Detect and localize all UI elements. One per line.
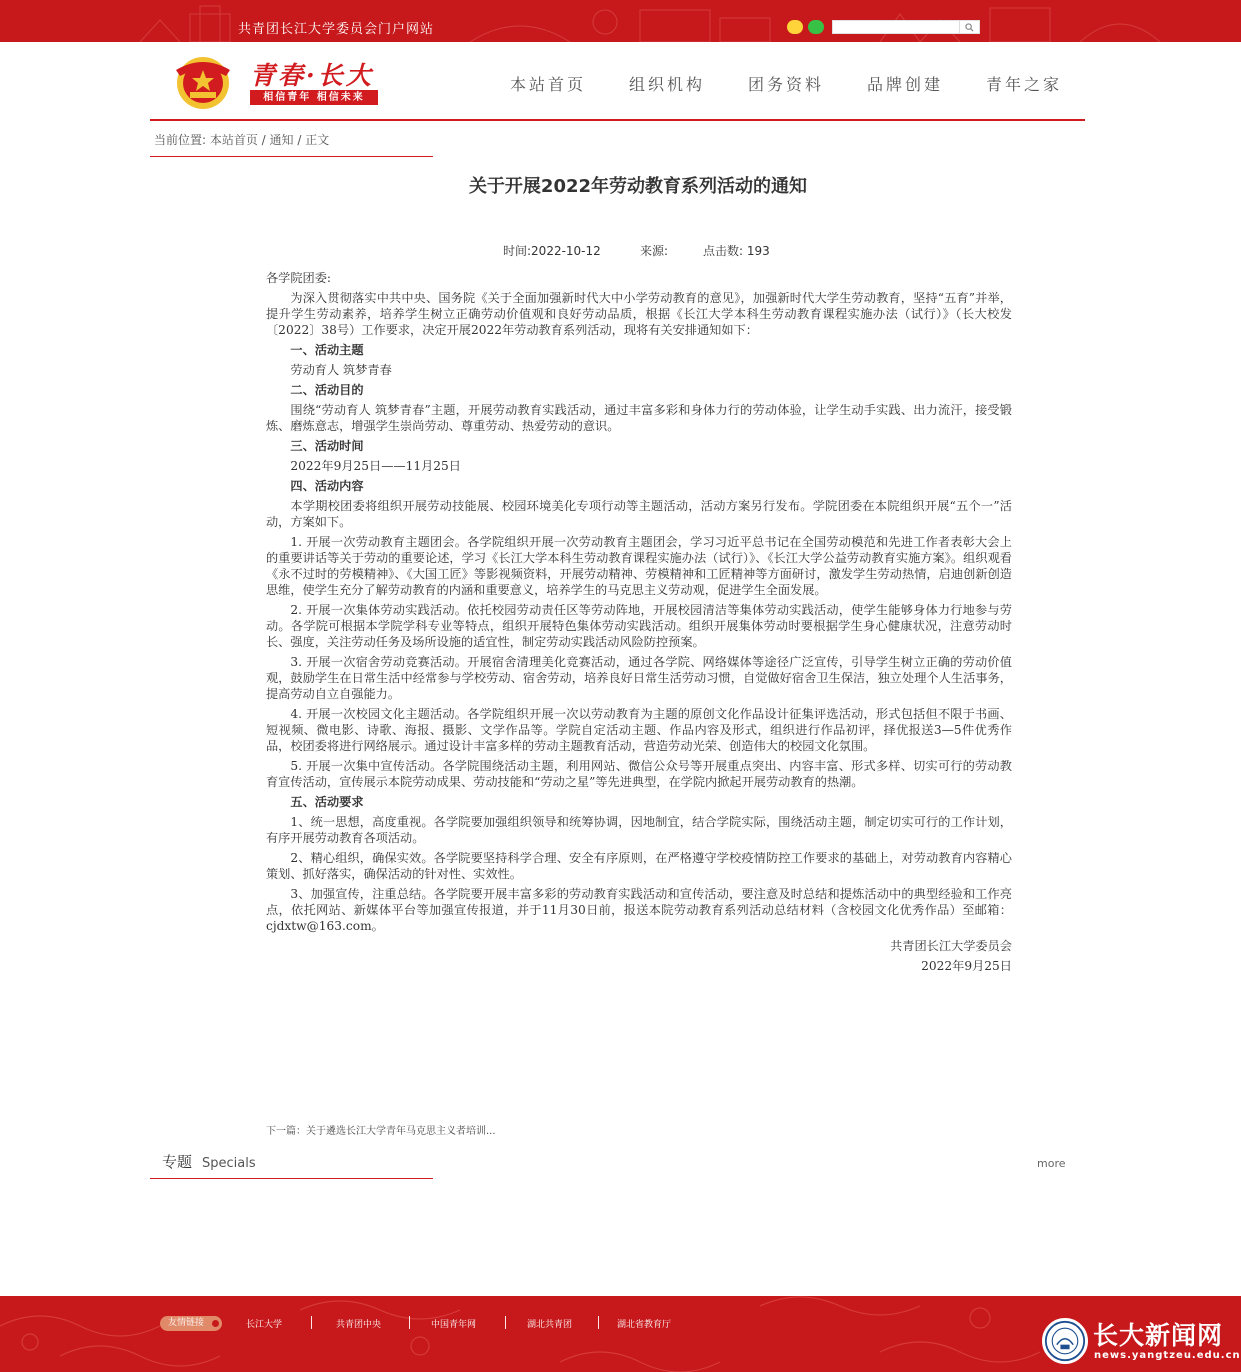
- next-article-link[interactable]: 下一篇：关于遴选长江大学青年马克思主义者培训...: [266, 1126, 496, 1137]
- footer-link-hubei-cyl[interactable]: 湖北共青团: [527, 1320, 573, 1330]
- content-item: 3. 开展一次宿舍劳动竞赛活动。开展宿舍清理美化竞赛活动，通过各学院、网络媒体等途径广泛宣传，引导学生树立正确的劳动价值观，鼓励学生在日常生活中经常参与学校劳动、宿舍劳动，培养良好日常生活劳动习惯，自觉做好宿舍卫生保洁，独立处理个人生活事务，提高劳动自立自强能力。: [266, 655, 1012, 701]
- section-heading: 五、活动要求: [290, 795, 364, 809]
- footer-link-yangtzeu[interactable]: 长江大学: [246, 1320, 283, 1330]
- content-item: 2. 开展一次集体劳动实践活动。依托校园劳动责任区等劳动阵地，开展校园清洁等集体劳动实践活动，使学生能够身体力行地参与劳动。各学院可根据本学院学科专业等特点，组织开展特色集体劳动实践活动。组织开展集体劳动时要根据学生身心健康状况，注意劳动时长、强度，关注劳动任务及场所设施的适宜性，制定劳动实践活动风险防控预案。: [266, 603, 1012, 649]
- logo-slogan: 相信青年 相信未来: [250, 90, 378, 105]
- specials-more-link[interactable]: more: [1037, 1157, 1066, 1170]
- specials-subtitle: Specials: [202, 1156, 256, 1171]
- period-text: 2022年9月25日——11月25日: [290, 459, 461, 473]
- intro-paragraph: 为深入贯彻落实中共中央、国务院《关于全面加强新时代大中小学劳动教育的意见》，加强新时代大学生劳动教育，坚持“五育”并举，提升学生劳动素养，培养学生树立正确劳动价值观和良好劳动品质，根据《长江大学本科生劳动教育课程实施办法（试行）》（长大校发〔2022〕38号）工作要求，决定开展2022年劳动教育系列活动，现将有关安排通知如下：: [266, 291, 1012, 337]
- search-input[interactable]: [835, 21, 959, 33]
- content-item: 5. 开展一次集中宣传活动。各学院围绕活动主题，利用网站、微信公众号等开展重点突出、内容丰富、形式多样、切实可行的劳动教育宣传活动，宣传展示本院劳动成果、劳动技能和“劳动之星”等先进典型，在学院内掀起开展劳动教育的热潮。: [266, 759, 1012, 789]
- news-site-name[interactable]: 长大新闻网: [1093, 1321, 1224, 1350]
- news-site-url[interactable]: news.yangtzeu.edu.cn: [1094, 1350, 1241, 1361]
- breadcrumb[interactable]: 当前位置: 本站首页 / 通知 / 正文: [154, 133, 330, 147]
- requirement-item: 2、精心组织，确保实效。各学院要坚持科学合理、安全有序原则，在严格遵守学校疫情防控工作要求的基础上，对劳动教育内容精心策划、抓好落实，确保活动的针对性、实效性。: [266, 851, 1012, 881]
- footer-separator: [598, 1316, 599, 1329]
- footer-link-youth-net[interactable]: 中国青年网: [431, 1320, 477, 1330]
- nav-league-materials[interactable]: 团务资料: [748, 75, 825, 94]
- nav-brand-building[interactable]: 品牌创建: [867, 75, 944, 94]
- logo-text[interactable]: 青春·长大: [250, 61, 374, 90]
- section-heading: 二、活动目的: [290, 383, 364, 397]
- top-bar: [0, 0, 1241, 42]
- publish-time: 时间:2022-10-12: [503, 244, 601, 258]
- university-seal-icon[interactable]: [1042, 1318, 1088, 1364]
- weibo-icon[interactable]: [787, 20, 803, 34]
- salutation: 各学院团委:: [266, 271, 332, 285]
- section-heading: 一、活动主题: [290, 343, 364, 357]
- search-button[interactable]: [959, 21, 979, 33]
- requirement-item: 3、加强宣传，注重总结。各学院要开展丰富多彩的劳动教育实践活动和宣传活动，要注意及时总结和提炼活动中的典型经验和工作亮点，依托网站、新媒体平台等加强宣传报道，并于11月30日前，报送本院劳动教育系列活动总结材料（含校园文化优秀作品）至邮箱：cjdxtw@163.com。: [266, 887, 1012, 933]
- nav-divider: [150, 119, 1085, 121]
- article-source: 来源:: [640, 244, 669, 258]
- friendly-links-text: 友情链接: [168, 1318, 205, 1328]
- footer-separator: [409, 1316, 410, 1329]
- specials-title: 专题: [162, 1153, 193, 1171]
- footer-link-hubei-edu[interactable]: 湖北省教育厅: [617, 1320, 672, 1330]
- content-item: 4. 开展一次校园文化主题活动。各学院组织开展一次以劳动教育为主题的原创文化作品设计征集评选活动，形式包括但不限于书画、短视频、微电影、诗歌、海报、摄影、文学作品等。学院自定活动主题、作品内容及形式，组织进行作品初评，择优报送3—5件优秀作品，校团委将进行网络展示。通过设计丰富多样的劳动主题教育活动，营造劳动光荣、创造伟大的校园文化氛围。: [266, 707, 1012, 753]
- hit-count: 点击数: 193: [703, 244, 770, 258]
- footer-link-cyl-central[interactable]: 共青团中央: [336, 1320, 382, 1330]
- content-intro-paragraph: 本学期校团委将组织开展劳动技能展、校园环境美化专项行动等主题活动，活动方案另行发布。学院团委在本院组织开展“五个一”活动，方案如下。: [266, 499, 1012, 529]
- requirement-item: 1、统一思想，高度重视。各学院要加强组织领导和统筹协调，因地制宜，结合学院实际，围绕活动主题，制定切实可行的工作计划，有序开展劳动教育各项活动。: [266, 815, 1012, 845]
- site-title: 共青团长江大学委员会门户网站: [238, 22, 435, 37]
- content-item: 1. 开展一次劳动教育主题团会。各学院组织开展一次劳动教育主题团会，学习习近平总书记在全国劳动模范和先进工作者表彰大会上的重要讲话等关于劳动的重要论述，学习《长江大学本科生劳动教育课程实施办法（试行）》、《长江大学公益劳动教育实施方案》。组织观看《永不过时的劳模精神》、《大国工匠》等影视频资料，开展劳动精神、劳模精神和工匠精神等方面研讨，激发学生劳动热情，启迪创新创造思维，使学生充分了解劳动教育的内涵和重要意义，培养学生的马克思主义劳动观，促进学生全面发展。: [266, 535, 1012, 597]
- purpose-paragraph: 围绕“劳动育人 筑梦青春”主题，开展劳动教育实践活动，通过丰富多彩和身体力行的劳动体验，让学生动手实践、出力流汗，接受锻炼、磨炼意志，增强学生崇尚劳动、尊重劳动、热爱劳动的意识。: [266, 403, 1012, 433]
- article-title: 关于开展2022年劳动教育系列活动的通知: [468, 176, 808, 197]
- league-emblem-icon[interactable]: [168, 52, 238, 110]
- friendly-links-label: [160, 1316, 222, 1331]
- specials-header: [162, 1151, 256, 1172]
- nav-home[interactable]: 本站首页: [510, 75, 587, 94]
- signature-date: 2022年9月25日: [921, 959, 1012, 973]
- search-icon: [965, 23, 974, 32]
- theme-text: 劳动育人 筑梦青春: [290, 363, 392, 377]
- nav-youth-home[interactable]: 青年之家: [986, 75, 1063, 94]
- section-heading: 四、活动内容: [290, 479, 364, 493]
- specials-divider: [150, 1178, 433, 1179]
- dot-icon: [212, 1320, 219, 1327]
- signature: 共青团长江大学委员会: [890, 939, 1012, 953]
- article-body: [266, 270, 1012, 974]
- breadcrumb-divider: [150, 156, 433, 157]
- footer-separator: [311, 1316, 312, 1329]
- footer-separator: [505, 1316, 506, 1329]
- top-bar-pattern: [0, 0, 1241, 42]
- footer: [0, 1296, 1241, 1372]
- wechat-icon[interactable]: [808, 20, 824, 34]
- search-box: [832, 20, 980, 34]
- section-heading: 三、活动时间: [290, 439, 364, 453]
- nav-organization[interactable]: 组织机构: [629, 75, 706, 94]
